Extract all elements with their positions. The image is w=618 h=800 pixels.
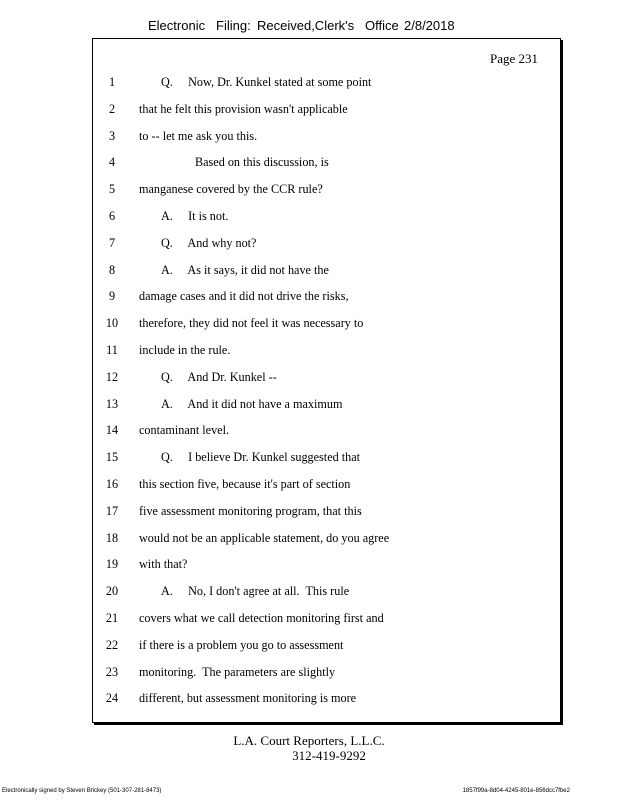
line-text: Q. And Dr. Kunkel --: [161, 369, 277, 384]
line-text: A. As it says, it did not have the: [161, 262, 329, 277]
line-number: 2: [108, 101, 116, 116]
line-number: 10: [105, 316, 119, 331]
line-text: would not be an applicable statement, do you agree: [139, 530, 390, 545]
header-office: Office: [365, 18, 399, 33]
signature-right: 1857f99a-8d04-4245-801e-856dcc7fbe2: [462, 788, 570, 794]
line-number: 22: [105, 637, 119, 652]
transcript-line: [93, 236, 560, 256]
line-text: manganese covered by the CCR rule?: [139, 182, 323, 197]
line-text: with that?: [139, 557, 188, 572]
line-number: 21: [105, 611, 119, 625]
line-text: A. It is not.: [161, 209, 229, 223]
transcript-line: [93, 289, 560, 309]
line-text: A. And it did not have a maximum: [161, 396, 343, 411]
transcript-line: [93, 316, 560, 336]
transcript-line: [93, 343, 560, 363]
line-number: 15: [105, 450, 119, 465]
line-number: 6: [108, 209, 116, 223]
line-number: 13: [105, 396, 119, 411]
line-text: contaminant level.: [139, 423, 230, 438]
page-number: Page 231: [489, 51, 538, 66]
line-text: covers what we call detection monitoring first and: [139, 611, 384, 625]
transcript-line: [93, 584, 560, 604]
line-number: 4: [108, 155, 116, 170]
line-text: monitoring. The parameters are slightly: [139, 664, 336, 679]
header-electronic: Electronic: [148, 18, 206, 33]
transcript-line: [93, 209, 560, 229]
line-text: to -- let me ask you this.: [139, 128, 258, 143]
transcript-line: [93, 129, 560, 149]
line-number: 12: [105, 369, 119, 384]
transcript-line: [93, 370, 560, 390]
line-number: 9: [108, 289, 116, 304]
line-number: 19: [105, 557, 119, 572]
transcript-line: [93, 102, 560, 122]
transcript-line: [93, 531, 560, 551]
transcript-line: [93, 263, 560, 283]
transcript-line: [93, 665, 560, 685]
transcript-line: [93, 397, 560, 417]
transcript-line: [93, 611, 560, 631]
line-text: that he felt this provision wasn't applicable: [139, 101, 348, 116]
line-number: 18: [105, 530, 119, 545]
line-number: 24: [105, 691, 119, 706]
line-number: 7: [108, 235, 116, 250]
line-text: Based on this discussion, is: [195, 155, 329, 170]
transcript-line: [93, 450, 560, 470]
line-text: Q. I believe Dr. Kunkel suggested that: [161, 450, 361, 465]
line-number: 14: [105, 423, 119, 438]
line-text: therefore, they did not feel it was necessary to: [139, 316, 364, 331]
transcript-line: [93, 155, 560, 175]
transcript-page: [92, 38, 561, 723]
line-number: 16: [105, 477, 119, 491]
footer-phone: 312-419-9292: [292, 748, 366, 763]
line-number: 20: [105, 584, 119, 599]
transcript-line: [93, 182, 560, 202]
filing-header: [0, 18, 618, 38]
footer-company: L.A. Court Reporters, L.L.C.: [233, 733, 385, 748]
header-received: Received,Clerk's: [257, 18, 355, 33]
transcript-line: [93, 557, 560, 577]
line-text: this section five, because it's part of section: [139, 477, 351, 491]
header-date: 2/8/2018: [404, 18, 455, 33]
transcript-line: [93, 423, 560, 443]
line-number: 5: [108, 182, 116, 197]
transcript-line: [93, 504, 560, 524]
transcript-line: [93, 477, 560, 497]
line-number: 23: [105, 664, 119, 679]
line-text: Q. And why not?: [161, 235, 257, 250]
line-text: damage cases and it did not drive the risks,: [139, 289, 349, 304]
transcript-line: [93, 638, 560, 658]
signature-left: Electronically signed by Steven Brickey (501-307-281-8473): [2, 788, 162, 794]
line-text: five assessment monitoring program, that this: [139, 503, 362, 518]
line-text: if there is a problem you go to assessment: [139, 637, 344, 652]
header-filing: Filing:: [216, 18, 251, 33]
line-number: 8: [108, 262, 116, 277]
line-text: different, but assessment monitoring is more: [139, 691, 357, 706]
transcript-line: [93, 75, 560, 95]
line-number: 11: [106, 343, 118, 357]
line-text: Q. Now, Dr. Kunkel stated at some point: [161, 75, 372, 89]
line-number: 3: [108, 128, 116, 143]
line-text: A. No, I don't agree at all. This rule: [161, 584, 350, 599]
transcript-line: [93, 691, 560, 711]
line-number: 17: [105, 503, 119, 518]
line-text: include in the rule.: [139, 343, 231, 357]
line-number: 1: [108, 75, 116, 89]
